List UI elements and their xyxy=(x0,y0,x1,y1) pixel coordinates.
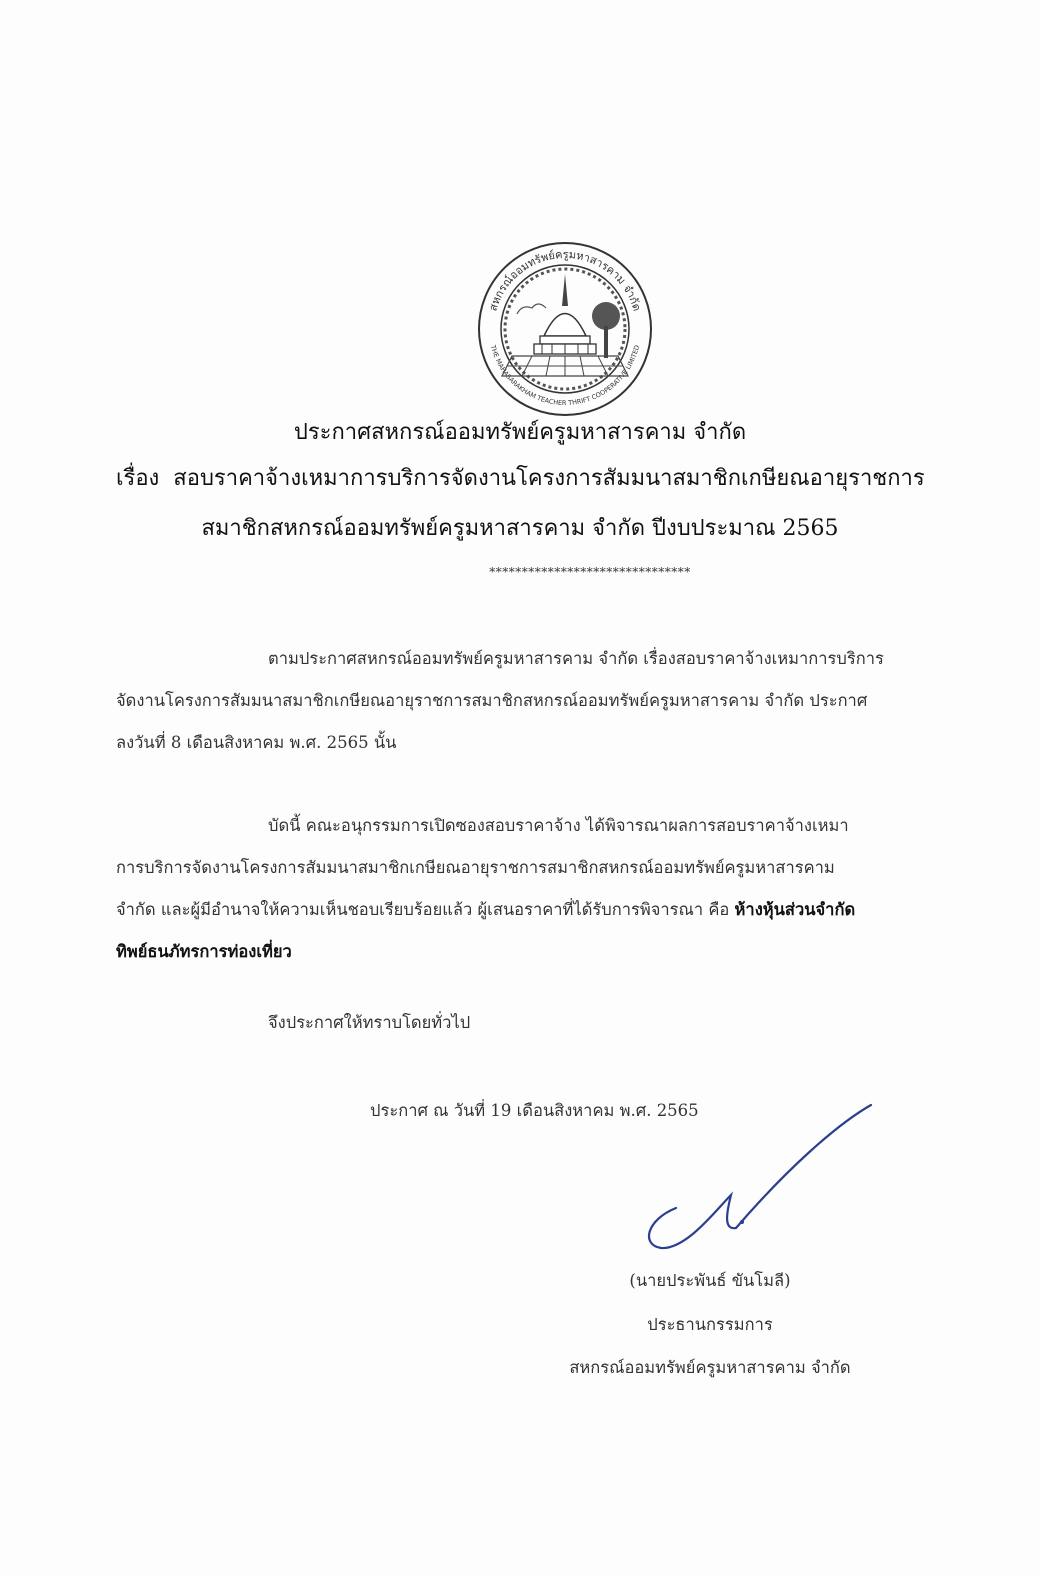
signer-name: (นายประพันธ์ ขันโมลี) xyxy=(629,1271,791,1290)
signer-organization: สหกรณ์ออมทรัพย์ครูมหาสารคาม จำกัด xyxy=(569,1358,851,1377)
paragraph-reference xyxy=(116,638,956,764)
paragraph-line: ลงวันที่ 8 เดือนสิงหาคม พ.ศ. 2565 นั้น xyxy=(116,733,397,752)
paragraph-line: ตามประกาศสหกรณ์ออมทรัพย์ครูมหาสารคาม จำกัด เรื่องสอบราคาจ้างเหมาการบริการ xyxy=(268,649,884,668)
announcement-title: ประกาศสหกรณ์ออมทรัพย์ครูมหาสารคาม จำกัด xyxy=(293,420,747,445)
subject-prefix: เรื่อง xyxy=(116,466,160,491)
closing-statement: จึงประกาศให้ทราบโดยทั่วไป xyxy=(268,1013,471,1032)
handwritten-signature-icon xyxy=(636,1100,876,1260)
separator: ******************************* xyxy=(489,565,691,579)
paragraph-text: จำกัด และผู้มีอำนาจให้ความเห็นชอบเรียบร้อยแล้ว ผู้เสนอราคาที่ได้รับการพิจารณา คือ xyxy=(116,900,730,919)
paragraph-line: การบริการจัดงานโครงการสัมมนาสมาชิกเกษียณอายุราชการสมาชิกสหกรณ์ออมทรัพย์ครูมหาสารคาม xyxy=(116,858,835,877)
subject-text: สอบราคาจ้างเหมาการบริการจัดงานโครงการสัมมนาสมาชิกเกษียณอายุราชการ xyxy=(173,466,925,491)
paragraph-result xyxy=(116,805,956,973)
seal-text-top: สหกรณ์ออมทรัพย์ครูมหาสารคาม จำกัด xyxy=(486,247,644,313)
subject-line-2: สมาชิกสหกรณ์ออมทรัพย์ครูมหาสารคาม จำกัด ปีงบประมาณ 2565 xyxy=(201,516,839,541)
cooperative-seal-icon xyxy=(472,236,658,422)
seal-text-bottom: THE MAHASARAKHAM TEACHER THRIFT COOPERATIVE LIMITED xyxy=(488,344,642,408)
paragraph-line: จัดงานโครงการสัมมนาสมาชิกเกษียณอายุราชการสมาชิกสหกรณ์ออมทรัพย์ครูมหาสารคาม จำกัด ประกาศ xyxy=(116,691,868,710)
paragraph-line xyxy=(116,889,956,931)
winner-name-part1: ห้างหุ้นส่วนจำกัด xyxy=(734,900,856,919)
subject-line-1 xyxy=(116,460,925,495)
paragraph-line: บัดนี้ คณะอนุกรรมการเปิดซองสอบราคาจ้าง ได้พิจารณาผลการสอบราคาจ้างเหมา xyxy=(268,816,849,835)
winner-name-part2: ทิพย์ธนภัทรการท่องเที่ยว xyxy=(116,942,292,961)
signer-position: ประธานกรรมการ xyxy=(647,1315,773,1334)
announcement-date: ประกาศ ณ วันที่ 19 เดือนสิงหาคม พ.ศ. 2565 xyxy=(370,1101,699,1120)
